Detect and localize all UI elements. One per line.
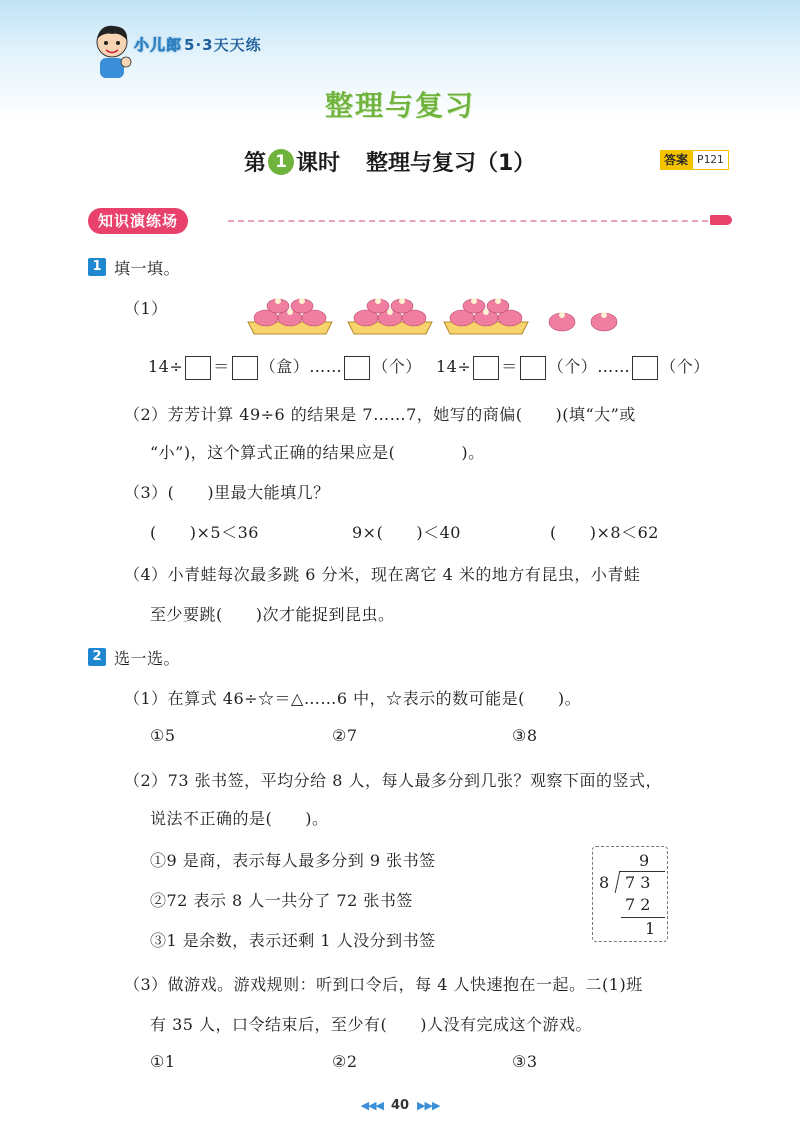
brand-logo: [134, 34, 262, 55]
eq1-unit-quotient: （盒）……: [259, 357, 343, 376]
lesson-title: [244, 146, 535, 177]
eq2-unit-quotient: （个）……: [547, 357, 631, 376]
answer-page: P121: [692, 150, 729, 170]
section-tag: 知识演练场: [88, 208, 188, 234]
section-divider: [228, 220, 718, 222]
cake-box-icon: [348, 298, 432, 334]
q1-p1-equation-1: [148, 354, 422, 380]
division-dividend: 7 3: [625, 873, 651, 892]
q2-p2-line-1: （2）73 张书签，平均分给 8 人，每人最多分到几张？观察下面的竖式，: [124, 771, 662, 790]
q2-p2-option-2[interactable]: ②72 表示 8 人一共分了 72 张书签: [150, 891, 413, 910]
division-remainder: 1: [645, 919, 656, 938]
answer-box[interactable]: [232, 356, 258, 380]
eq1-equals: ＝: [213, 357, 230, 376]
page-title: 整理与复习: [324, 89, 475, 122]
eq2-equals: ＝: [501, 357, 518, 376]
answer-box[interactable]: [520, 356, 546, 380]
division-subtract-line: [621, 917, 665, 918]
lesson-number-badge: 1: [268, 149, 294, 175]
q2-p3-line-1: （3）做游戏。游戏规则：听到口令后，每 4 人快速抱在一起。二(1)班: [124, 975, 643, 994]
lesson-prefix: 第: [244, 151, 267, 176]
page-number: 40: [390, 1098, 410, 1113]
question-1-title: 填一填。: [114, 259, 181, 278]
question-1-number: 1: [88, 258, 106, 276]
q1-p1-equation-2: [436, 354, 710, 380]
q1-p3-item-c: ( )×8＜62: [550, 523, 659, 542]
division-bar: [619, 871, 665, 872]
answer-box[interactable]: [473, 356, 499, 380]
lesson-suffix: 课时: [296, 151, 341, 176]
q2-p1-option-3[interactable]: ③8: [512, 726, 538, 745]
q2-p2-option-1[interactable]: ①9 是商，表示每人最多分到 9 张书签: [150, 851, 436, 870]
q1-p4-line-1: （4）小青蛙每次最多跳 6 分米，现在离它 4 米的地方有昆虫，小青蛙: [124, 565, 641, 584]
answer-box[interactable]: [632, 356, 658, 380]
eq1-dividend: 14÷: [148, 357, 184, 376]
arrows-left-icon: ◀◀◀: [360, 1099, 383, 1112]
q1-p4-line-2: 至少要跳( )次才能捉到昆虫。: [150, 605, 395, 624]
q2-p2-line-2: 说法不正确的是( )。: [150, 809, 329, 828]
brand-series: 5·3天天练: [184, 36, 262, 54]
q1-p2-line-1: （2）芳芳计算 49÷6 的结果是 7……7，她写的商偏( )(填“大”或: [124, 405, 636, 424]
eq2-unit-remainder: （个）: [660, 357, 710, 376]
division-product: 7 2: [625, 895, 651, 914]
division-bracket: [615, 871, 621, 893]
answer-box[interactable]: [344, 356, 370, 380]
q1-p3-item-b: 9×( )＜40: [352, 523, 461, 542]
q1-p1-label: （1）: [124, 299, 168, 318]
division-quotient: 9: [639, 851, 650, 870]
q2-p3-option-1[interactable]: ①1: [150, 1052, 176, 1071]
brand-name: 小儿郎: [134, 36, 183, 54]
cake-box-icon: [444, 298, 528, 334]
q2-p1-line-1: （1）在算式 46÷☆＝△……6 中，☆表示的数可能是( )。: [124, 689, 582, 708]
question-2-number: 2: [88, 648, 106, 666]
pencil-icon: [710, 215, 732, 225]
q2-p3-line-2: 有 35 人，口令结束后，至少有( )人没有完成这个游戏。: [150, 1015, 593, 1034]
lesson-name: 整理与复习（1）: [366, 151, 536, 176]
long-division-box: [592, 846, 668, 942]
eq1-unit-remainder: （个）: [372, 357, 422, 376]
q2-p1-option-2[interactable]: ②7: [332, 726, 358, 745]
page-footer: [0, 1098, 800, 1113]
q2-p3-option-2[interactable]: ②2: [332, 1052, 358, 1071]
q1-p3-item-a: ( )×5＜36: [150, 523, 259, 542]
q1-p3-line-1: （3）( )里最大能填几？: [124, 483, 330, 502]
answer-box[interactable]: [185, 356, 211, 380]
division-divisor: 8: [599, 873, 610, 892]
cakes-illustration: [246, 292, 630, 340]
q1-p2-line-2: “小”)，这个算式正确的结果应是( )。: [150, 443, 485, 462]
arrows-right-icon: ▶▶▶: [417, 1099, 440, 1112]
eq2-dividend: 14÷: [436, 357, 472, 376]
boy-mascot-icon: [90, 22, 134, 82]
section-header: [88, 208, 732, 234]
answer-label: 答案: [660, 150, 692, 170]
cake-box-icon: [248, 298, 332, 334]
q2-p3-option-3[interactable]: ③3: [512, 1052, 538, 1071]
q2-p1-option-1[interactable]: ①5: [150, 726, 176, 745]
q2-p2-option-3[interactable]: ③1 是余数，表示还剩 1 人没分到书签: [150, 931, 436, 950]
question-2-title: 选一选。: [114, 649, 181, 668]
answer-reference: [660, 150, 729, 170]
